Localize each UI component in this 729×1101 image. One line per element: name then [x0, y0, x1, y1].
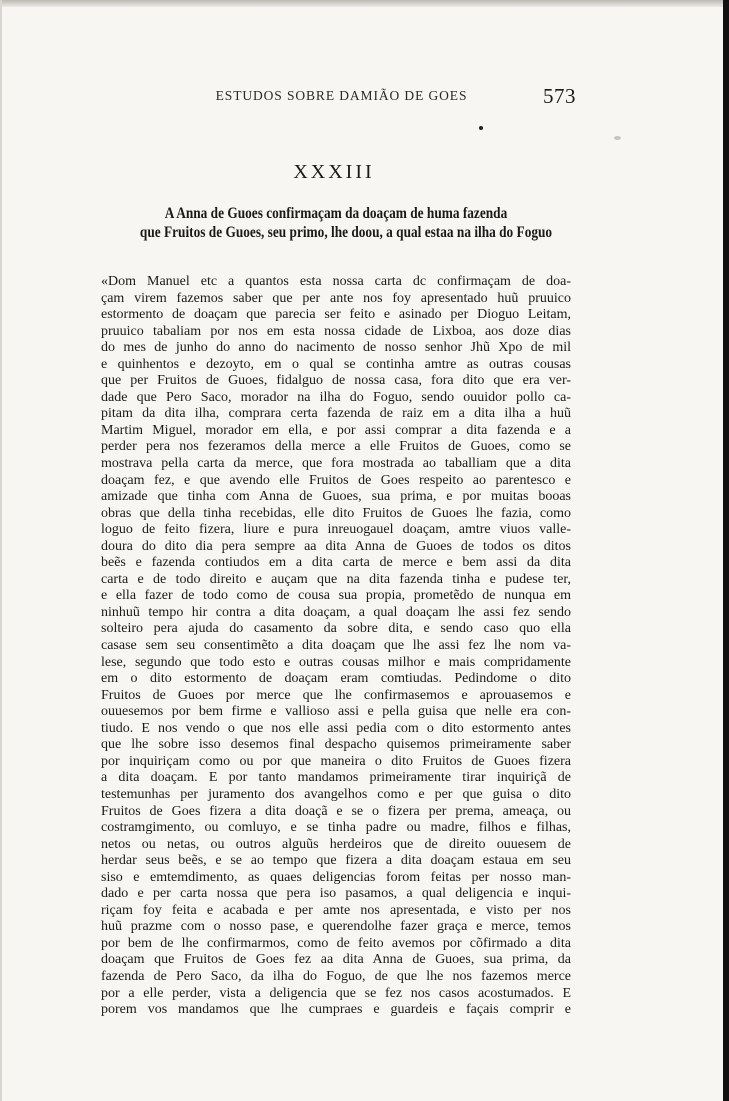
body-line: dado e per carta nossa que pera iso pasamos, a qual deligencia e inqui- — [101, 886, 571, 902]
chapter-title-line: A Anna de Guoes confirmaçam da doaçam de huma fazenda — [164, 205, 508, 222]
body-line: pitam da dita ilha, comprara certa fazenda de raiz em a dita ilha a huũ — [101, 406, 571, 422]
body-line: çam virem fazemos saber que per ante nos foy apresentado huũ pruuico — [101, 290, 571, 306]
body-line: a dita doaçam. E por tanto mandamos primeiramente tirar inquiriçã de — [101, 770, 571, 786]
body-line: fazenda de Pero Saco, da ilha do Foguo, de que lhe nos fazemos merce — [101, 968, 571, 984]
ink-speck — [479, 126, 483, 130]
body-line: doaçam que Fruitos de Goes fez aa dita Anna de Guoes, sua prima, da — [101, 952, 571, 968]
body-line: por bem de lhe confirmarmos, como de feito avemos por cõfirmado a dita — [101, 935, 571, 951]
body-line: lese, segundo que todo esto e outras cousas milhor e mais compridamente — [101, 654, 571, 670]
scan-edge-top — [0, 0, 729, 7]
body-line: obras que della tinha recebidas, elle dito Fruitos de Guoes lhe fazia, como — [101, 505, 571, 521]
body-line: solteiro pera ajuda do casamento da sobre dita, e sendo caso quo ella — [101, 621, 571, 637]
body-line: riçam foy feita e acabada e per amte nos apresentada, e visto per nos — [101, 902, 571, 918]
chapter-title-line: que Fruitos de Guoes, seu primo, lhe doou, a qual estaa na ilha do Foguo — [139, 224, 553, 241]
body-line: loguo de feito fizera, liure e pura inreuogauel doaçam, amtre viuos valle- — [101, 522, 571, 538]
body-line: herdar seus beẽs, e se ao tempo que fizera a dita doaçam estaua em seu — [101, 853, 571, 869]
body-line: amizade que tinha com Anna de Guoes, sua prima, e por muitas booas — [101, 489, 571, 505]
body-line: mostrava pella carta da merce, que fora mostrada ao taballiam que a dita — [101, 456, 571, 472]
body-line: ouuesemos por bem firme e vallioso assi e pella guisa que nelle era con- — [101, 704, 571, 720]
body-line: Martim Miguel, morador em ella, e por assi comprar a dita fazenda e a — [101, 422, 571, 438]
body-line: siso e emtemdimento, as quaes deligencias forom feitas per nosso man- — [101, 869, 571, 885]
body-line: beẽs e fazenda contiudos em a dita carta de merce e bem assi da dita — [101, 555, 571, 571]
body-line: testemunhas per juramento dos avangelhos como e per que guisa o dito — [101, 786, 571, 802]
body-line: ninhuũ tempo hir contra a dita doaçam, a qual doaçam lhe assi fez sendo — [101, 604, 571, 620]
body-line: estormento de doaçam que parecia ser feito e asinado per Dioguo Leitam, — [101, 307, 571, 323]
body-line: casase sem seu consentimẽto a dita doaçam que lhe assi fez lhe nom va- — [101, 638, 571, 654]
body-line: e ella fazer de todo como de cousa sua propia, prometẽdo de nunqua em — [101, 588, 571, 604]
body-line: doura do dito dia pera sempre aa dita Anna de Guoes de todos os ditos — [101, 538, 571, 554]
running-header: ESTUDOS SOBRE DAMIÃO DE GOES — [215, 88, 468, 103]
chapter-number: XXXIII — [293, 161, 375, 183]
body-line: do mes de junho do anno do nacimento de nosso senhor Jhũ Xpo de mil — [101, 340, 571, 356]
body-line: perder pera nos fezeramos della merce a elle Fruitos de Guoes, como se — [101, 439, 571, 455]
body-line: Fruitos de Guoes por merce que lhe confirmasemos e aprouasemos e — [101, 687, 571, 703]
body-line: costramgimento, ou comluyo, e se tinha padre ou madre, filhos e filhas, — [101, 820, 571, 836]
scan-edge-right — [723, 0, 729, 1101]
body-line: carta e de todo direito e auçam que na dita fazenda tinha e pudese ter, — [101, 571, 571, 587]
body-line: que lhe sobre isso desemos final despacho quisemos primeiramente saber — [101, 737, 571, 753]
body-line: pruuico tabaliam por nos em esta nossa cidade de Lixboa, aos doze dias — [101, 323, 571, 339]
chapter-title — [139, 204, 553, 242]
document-body — [101, 274, 571, 1019]
body-line: em o dito estormento de doaçam eram comtiudas. Pedindome o dito — [101, 671, 571, 687]
body-line: porem vos mandamos que lhe cumpraes e guardeis e façais comprir e — [101, 1002, 571, 1018]
body-line: huũ prazme com o nosso pase, e querendolhe fazer graça e merce, temos — [101, 919, 571, 935]
body-line: que per Fruitos de Guoes, fidalguo de nossa casa, fora dito que era ver- — [101, 373, 571, 389]
body-line: netos ou netas, ou outros alguũs herdeiros que de direito ouuesem de — [101, 836, 571, 852]
body-line: e quinhentos e dezoyto, em o qual se continha amtre as outras cousas — [101, 356, 571, 372]
body-line: tiudo. E nos vendo o que nos elle assi pedia com o dito estormento antes — [101, 720, 571, 736]
body-line: por a elle perder, vista a deligencia que se fez nos casos acostumados. E — [101, 985, 571, 1001]
body-line: «Dom Manuel etc a quantos esta nossa carta dc confirmaçam de doa- — [101, 274, 571, 289]
body-line: por inquiriçam como ou por que maneira o dito Fruitos de Guoes fizera — [101, 753, 571, 769]
paper-blemish — [614, 136, 621, 140]
page-number: 573 — [543, 84, 576, 108]
body-line: Fruitos de Goes fizera a dita doaçã e se o fizera per prema, ameaça, ou — [101, 803, 571, 819]
body-line: doaçam fez, e que avendo elle Fruitos de Goes respeito ao parentesco e — [101, 472, 571, 488]
body-line: dade que Pero Saco, morador na ilha do Foguo, sendo ouuidor pollo ca- — [101, 389, 571, 405]
